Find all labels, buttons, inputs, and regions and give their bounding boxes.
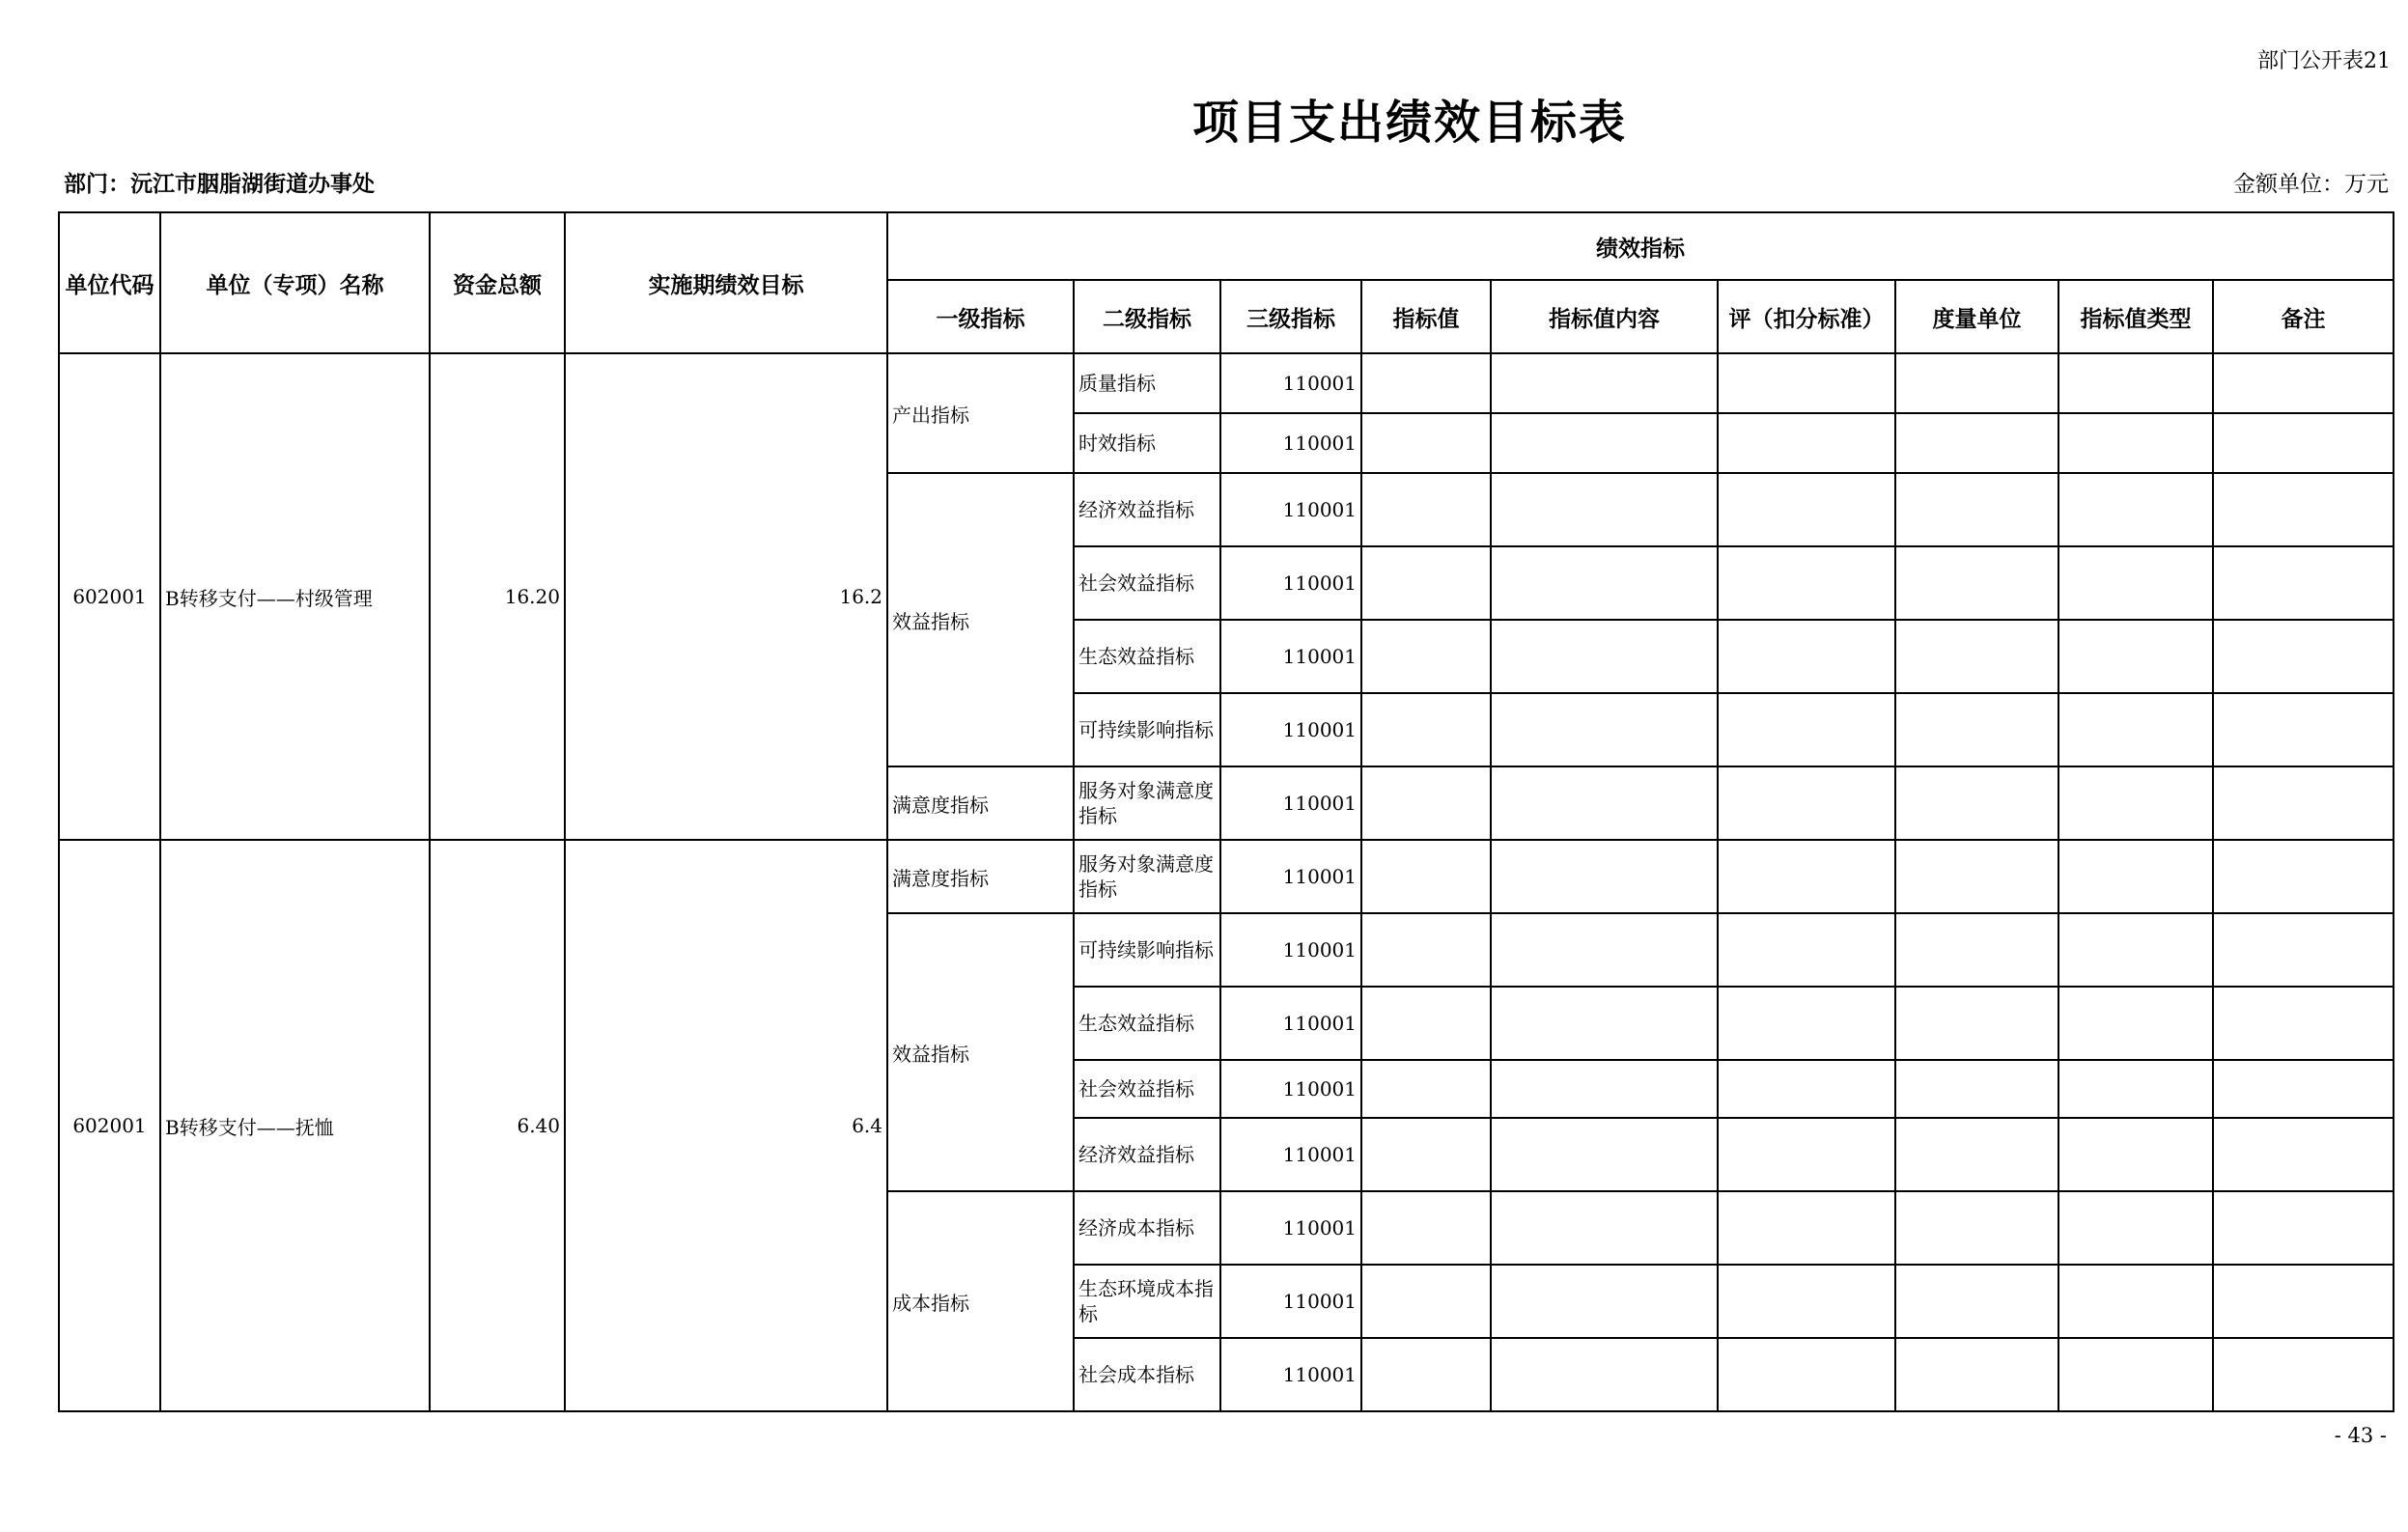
remark-cell: [2213, 840, 2394, 913]
value-type-cell: [2058, 913, 2213, 987]
scoring-cell: [1718, 546, 1895, 620]
value-content-cell: [1491, 987, 1718, 1060]
unit-code-cell: 602001: [59, 840, 160, 1411]
remark-cell: [2213, 913, 2394, 987]
level3-cell: 110001: [1220, 353, 1361, 413]
level2-cell: 生态效益指标: [1074, 620, 1220, 693]
remark-cell: [2213, 766, 2394, 840]
remark-cell: [2213, 693, 2394, 766]
level3-cell: 110001: [1220, 1060, 1361, 1118]
col-period-goal: 实施期绩效目标: [565, 212, 887, 353]
measure-unit-cell: [1895, 353, 2058, 413]
value-content-cell: [1491, 353, 1718, 413]
value-content-cell: [1491, 766, 1718, 840]
measure-unit-cell: [1895, 766, 2058, 840]
scoring-cell: [1718, 413, 1895, 473]
level1-cell: 满意度指标: [887, 766, 1074, 840]
remark-cell: [2213, 473, 2394, 546]
table-row: [59, 353, 2394, 413]
col-scoring: 评（扣分标准）: [1718, 280, 1895, 353]
value-cell: [1361, 1265, 1491, 1338]
value-type-cell: [2058, 1191, 2213, 1265]
level3-cell: 110001: [1220, 413, 1361, 473]
table-row: [59, 840, 2394, 913]
value-type-cell: [2058, 1338, 2213, 1411]
measure-unit-cell: [1895, 1191, 2058, 1265]
scoring-cell: [1718, 987, 1895, 1060]
col-value: 指标值: [1361, 280, 1491, 353]
level3-cell: 110001: [1220, 1338, 1361, 1411]
measure-unit-cell: [1895, 913, 2058, 987]
value-cell: [1361, 693, 1491, 766]
level2-cell: 社会效益指标: [1074, 1060, 1220, 1118]
level2-cell: 生态环境成本指标: [1074, 1265, 1220, 1338]
value-cell: [1361, 913, 1491, 987]
remark-cell: [2213, 1060, 2394, 1118]
measure-unit-cell: [1895, 1118, 2058, 1191]
performance-target-table: [58, 211, 2394, 1412]
value-content-cell: [1491, 546, 1718, 620]
col-remark: 备注: [2213, 280, 2394, 353]
col-level2: 二级指标: [1074, 280, 1220, 353]
value-cell: [1361, 353, 1491, 413]
value-content-cell: [1491, 473, 1718, 546]
level1-cell: 成本指标: [887, 1191, 1074, 1411]
value-content-cell: [1491, 913, 1718, 987]
measure-unit-cell: [1895, 693, 2058, 766]
page-number: - 43 -: [2334, 1424, 2387, 1447]
value-cell: [1361, 620, 1491, 693]
value-content-cell: [1491, 1118, 1718, 1191]
value-cell: [1361, 987, 1491, 1060]
measure-unit-cell: [1895, 1060, 2058, 1118]
col-total-funds: 资金总额: [430, 212, 565, 353]
col-value-type: 指标值类型: [2058, 280, 2213, 353]
level2-cell: 生态效益指标: [1074, 987, 1220, 1060]
level3-cell: 110001: [1220, 693, 1361, 766]
value-cell: [1361, 1191, 1491, 1265]
department-label: 部门：沅江市胭脂湖街道办事处: [64, 171, 375, 197]
measure-unit-cell: [1895, 473, 2058, 546]
value-type-cell: [2058, 1060, 2213, 1118]
scoring-cell: [1718, 1060, 1895, 1118]
col-unit-name: 单位（专项）名称: [160, 212, 430, 353]
value-cell: [1361, 1338, 1491, 1411]
level2-cell: 可持续影响指标: [1074, 913, 1220, 987]
level3-cell: 110001: [1220, 546, 1361, 620]
level2-cell: 可持续影响指标: [1074, 693, 1220, 766]
value-type-cell: [2058, 620, 2213, 693]
level3-cell: 110001: [1220, 473, 1361, 546]
measure-unit-cell: [1895, 840, 2058, 913]
value-content-cell: [1491, 620, 1718, 693]
scoring-cell: [1718, 1338, 1895, 1411]
level3-cell: 110001: [1220, 1265, 1361, 1338]
level2-cell: 社会效益指标: [1074, 546, 1220, 620]
table-number-label: 部门公开表21: [2257, 49, 2391, 73]
remark-cell: [2213, 987, 2394, 1060]
value-type-cell: [2058, 413, 2213, 473]
remark-cell: [2213, 353, 2394, 413]
unit-code-cell: 602001: [59, 353, 160, 840]
scoring-cell: [1718, 620, 1895, 693]
value-type-cell: [2058, 693, 2213, 766]
level3-cell: 110001: [1220, 913, 1361, 987]
value-cell: [1361, 766, 1491, 840]
value-content-cell: [1491, 1191, 1718, 1265]
scoring-cell: [1718, 840, 1895, 913]
value-type-cell: [2058, 987, 2213, 1060]
remark-cell: [2213, 1338, 2394, 1411]
level2-cell: 时效指标: [1074, 413, 1220, 473]
scoring-cell: [1718, 1118, 1895, 1191]
value-cell: [1361, 840, 1491, 913]
value-type-cell: [2058, 546, 2213, 620]
value-content-cell: [1491, 413, 1718, 473]
level2-cell: 经济效益指标: [1074, 1118, 1220, 1191]
remark-cell: [2213, 1265, 2394, 1338]
value-content-cell: [1491, 1338, 1718, 1411]
measure-unit-cell: [1895, 1265, 2058, 1338]
unit-name-cell: B转移支付——村级管理: [160, 353, 430, 840]
level3-cell: 110001: [1220, 1191, 1361, 1265]
scoring-cell: [1718, 766, 1895, 840]
remark-cell: [2213, 1191, 2394, 1265]
remark-cell: [2213, 413, 2394, 473]
value-type-cell: [2058, 1265, 2213, 1338]
remark-cell: [2213, 620, 2394, 693]
level2-cell: 服务对象满意度指标: [1074, 766, 1220, 840]
measure-unit-cell: [1895, 620, 2058, 693]
value-cell: [1361, 413, 1491, 473]
period-goal-cell: 16.2: [565, 353, 887, 840]
value-type-cell: [2058, 473, 2213, 546]
col-measure-unit: 度量单位: [1895, 280, 2058, 353]
level2-cell: 质量指标: [1074, 353, 1220, 413]
period-goal-cell: 6.4: [565, 840, 887, 1411]
value-content-cell: [1491, 693, 1718, 766]
level1-cell: 效益指标: [887, 913, 1074, 1191]
col-perf-indicators: 绩效指标: [887, 212, 2394, 280]
scoring-cell: [1718, 1265, 1895, 1338]
measure-unit-cell: [1895, 546, 2058, 620]
level1-cell: 满意度指标: [887, 840, 1074, 913]
scoring-cell: [1718, 353, 1895, 413]
col-level3: 三级指标: [1220, 280, 1361, 353]
col-value-content: 指标值内容: [1491, 280, 1718, 353]
scoring-cell: [1718, 693, 1895, 766]
col-level1: 一级指标: [887, 280, 1074, 353]
value-cell: [1361, 546, 1491, 620]
level2-cell: 社会成本指标: [1074, 1338, 1220, 1411]
unit-name-cell: B转移支付——抚恤: [160, 840, 430, 1411]
col-unit-code: 单位代码: [59, 212, 160, 353]
measure-unit-cell: [1895, 413, 2058, 473]
total-funds-cell: 6.40: [430, 840, 565, 1411]
value-content-cell: [1491, 1265, 1718, 1338]
remark-cell: [2213, 1118, 2394, 1191]
level2-cell: 服务对象满意度指标: [1074, 840, 1220, 913]
level1-cell: 效益指标: [887, 473, 1074, 766]
value-type-cell: [2058, 353, 2213, 413]
level2-cell: 经济成本指标: [1074, 1191, 1220, 1265]
level3-cell: 110001: [1220, 987, 1361, 1060]
value-cell: [1361, 473, 1491, 546]
level1-cell: 产出指标: [887, 353, 1074, 473]
value-cell: [1361, 1060, 1491, 1118]
value-content-cell: [1491, 1060, 1718, 1118]
scoring-cell: [1718, 473, 1895, 546]
remark-cell: [2213, 546, 2394, 620]
value-type-cell: [2058, 840, 2213, 913]
total-funds-cell: 16.20: [430, 353, 565, 840]
scoring-cell: [1718, 913, 1895, 987]
value-cell: [1361, 1118, 1491, 1191]
measure-unit-cell: [1895, 987, 2058, 1060]
value-type-cell: [2058, 766, 2213, 840]
page-title: 项目支出绩效目标表: [1191, 96, 1627, 150]
value-type-cell: [2058, 1118, 2213, 1191]
amount-unit-label: 金额单位：万元: [2233, 172, 2389, 197]
level3-cell: 110001: [1220, 766, 1361, 840]
level3-cell: 110001: [1220, 1118, 1361, 1191]
value-content-cell: [1491, 840, 1718, 913]
scoring-cell: [1718, 1191, 1895, 1265]
measure-unit-cell: [1895, 1338, 2058, 1411]
level2-cell: 经济效益指标: [1074, 473, 1220, 546]
level3-cell: 110001: [1220, 620, 1361, 693]
level3-cell: 110001: [1220, 840, 1361, 913]
